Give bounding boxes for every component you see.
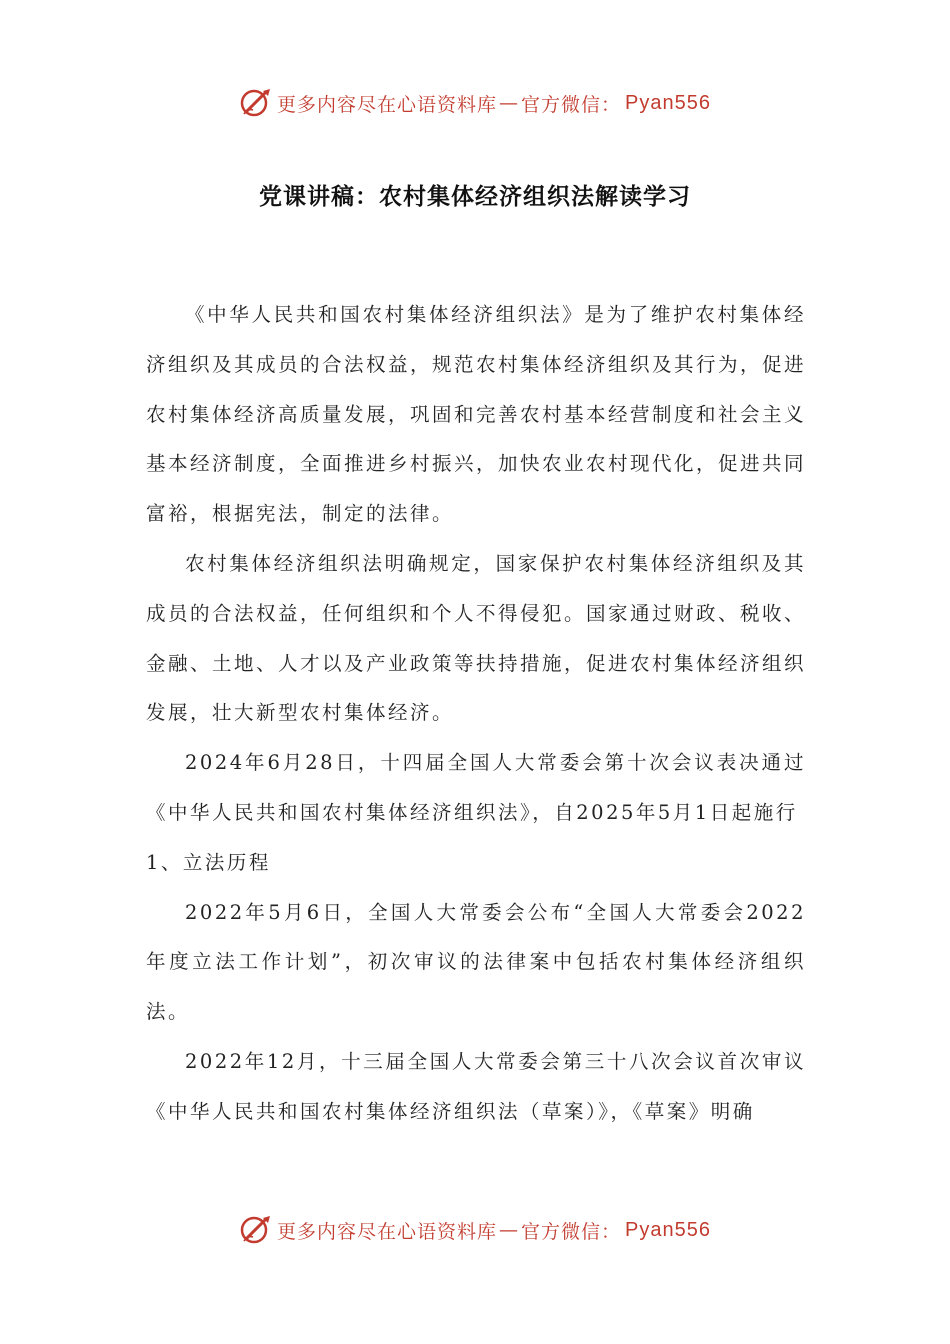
paragraph: 农村集体经济组织法明确规定，国家保护农村集体经济组织及其成员的合法权益，任何组织和个人不得侵犯。国家通过财政、税收、金融、土地、人才以及产业政策等扶持措施，促进农村集体经济组织发展，壮大新型农村集体经济。	[146, 551, 807, 725]
watermark-wechat-id: Pyan556	[625, 1218, 711, 1241]
section-heading: 1、立法历程	[146, 850, 271, 874]
watermark-dash: —	[499, 1219, 520, 1241]
document-title: 党课讲稿：农村集体经济组织法解读学习	[259, 184, 691, 210]
watermark-dash: —	[499, 92, 520, 114]
paragraph: 2022年5月6日，全国人大常委会公布“全国人大常委会2022年度立法工作计划”，初次审议的法律案中包括农村集体经济组织法。	[146, 900, 806, 1024]
pen-logo-icon	[239, 88, 273, 118]
document-body	[146, 290, 806, 1137]
watermark-brand: 更多内容尽在心语资料库	[277, 1220, 498, 1243]
watermark-footer	[0, 1210, 950, 1250]
paragraph: 2022年12月，十三届全国人大常委会第三十八次会议首次审议《中华人民共和国农村集体经济组织法（草案）》，《草案》明确	[146, 1049, 806, 1123]
paragraph: 2024年6月28日，十四届全国人大常委会第十次会议表决通过《中华人民共和国农村集体经济组织法》，自2025年5月1日起施行	[146, 751, 806, 824]
watermark-header	[0, 83, 950, 123]
watermark-wechat-id: Pyan556	[625, 91, 711, 114]
watermark-wechat-label: 官方微信：	[521, 1220, 622, 1243]
watermark-wechat-label: 官方微信：	[521, 93, 622, 116]
watermark-brand: 更多内容尽在心语资料库	[277, 93, 498, 116]
paragraph: 《中华人民共和国农村集体经济组织法》是为了维护农村集体经济组织及其成员的合法权益，规范农村集体经济组织及其行为，促进农村集体经济高质量发展，巩固和完善农村基本经营制度和社会主义基本经济制度，全面推进乡村振兴，加快农业农村现代化，促进共同富裕，根据宪法，制定的法律。	[146, 303, 807, 526]
pen-logo-icon	[239, 1215, 273, 1245]
